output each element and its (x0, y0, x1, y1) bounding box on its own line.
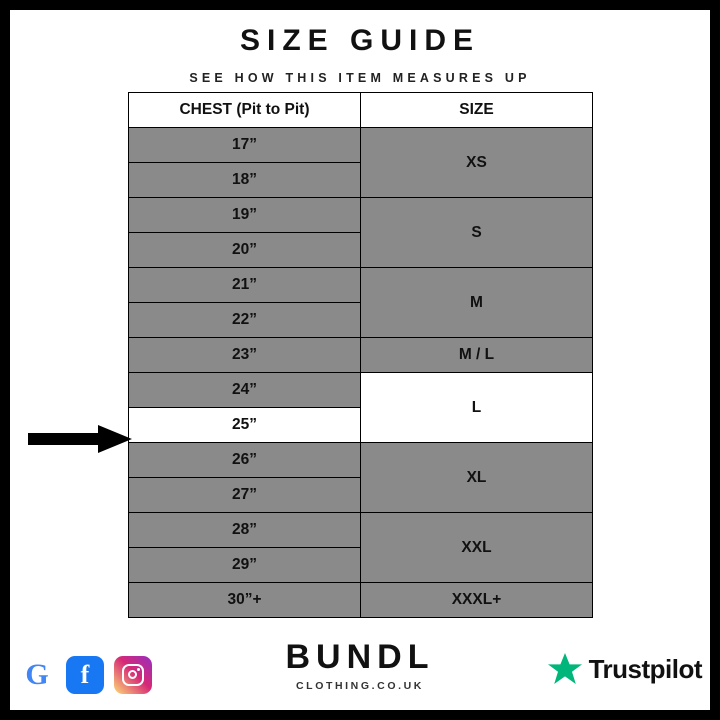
chest-cell: 26” (129, 443, 361, 478)
table-row (129, 128, 593, 163)
chest-cell: 21” (129, 268, 361, 303)
chest-cell: 27” (129, 478, 361, 513)
google-icon-glyph: G (25, 658, 49, 691)
chest-cell: 24” (129, 373, 361, 408)
size-cell: M / L (361, 338, 593, 373)
column-header-chest: CHEST (Pit to Pit) (129, 93, 361, 128)
chest-cell: 22” (129, 303, 361, 338)
size-cell: XXL (361, 513, 593, 583)
chest-cell: 28” (129, 513, 361, 548)
size-table-wrapper (128, 92, 593, 618)
column-header-size: SIZE (361, 93, 593, 128)
chest-cell: 19” (129, 198, 361, 233)
table-row (129, 198, 593, 233)
size-cell: XL (361, 443, 593, 513)
trustpilot-label: Trustpilot (588, 653, 702, 684)
brand-name: BUNDL (285, 638, 435, 676)
size-table (128, 92, 593, 618)
size-cell: M (361, 268, 593, 338)
size-cell: XS (361, 128, 593, 198)
table-row (129, 268, 593, 303)
size-cell: S (361, 198, 593, 268)
table-row (129, 443, 593, 478)
chest-cell: 18” (129, 163, 361, 198)
chest-cell-selected: 25” (129, 408, 361, 443)
page-subtitle: SEE HOW THIS ITEM MEASURES UP (189, 71, 531, 85)
table-row (129, 583, 593, 618)
page-title: SIZE GUIDE (239, 24, 481, 57)
size-guide-card (10, 10, 710, 710)
chest-cell: 29” (129, 548, 361, 583)
brand-website: CLOTHING.CO.UK (296, 680, 424, 692)
size-cell-selected: L (361, 373, 593, 443)
table-header-row (129, 93, 593, 128)
facebook-icon-glyph: f (80, 660, 90, 689)
chest-cell: 30”+ (129, 583, 361, 618)
trustpilot-badge[interactable] (548, 652, 702, 686)
chest-cell: 23” (129, 338, 361, 373)
chest-cell: 17” (129, 128, 361, 163)
selected-size-arrow-icon (28, 423, 132, 455)
trustpilot-star-icon (548, 652, 582, 686)
table-row (129, 373, 593, 408)
table-row (129, 513, 593, 548)
chest-cell: 20” (129, 233, 361, 268)
footer (10, 628, 710, 700)
table-row (129, 338, 593, 373)
size-cell: XXXL+ (361, 583, 593, 618)
